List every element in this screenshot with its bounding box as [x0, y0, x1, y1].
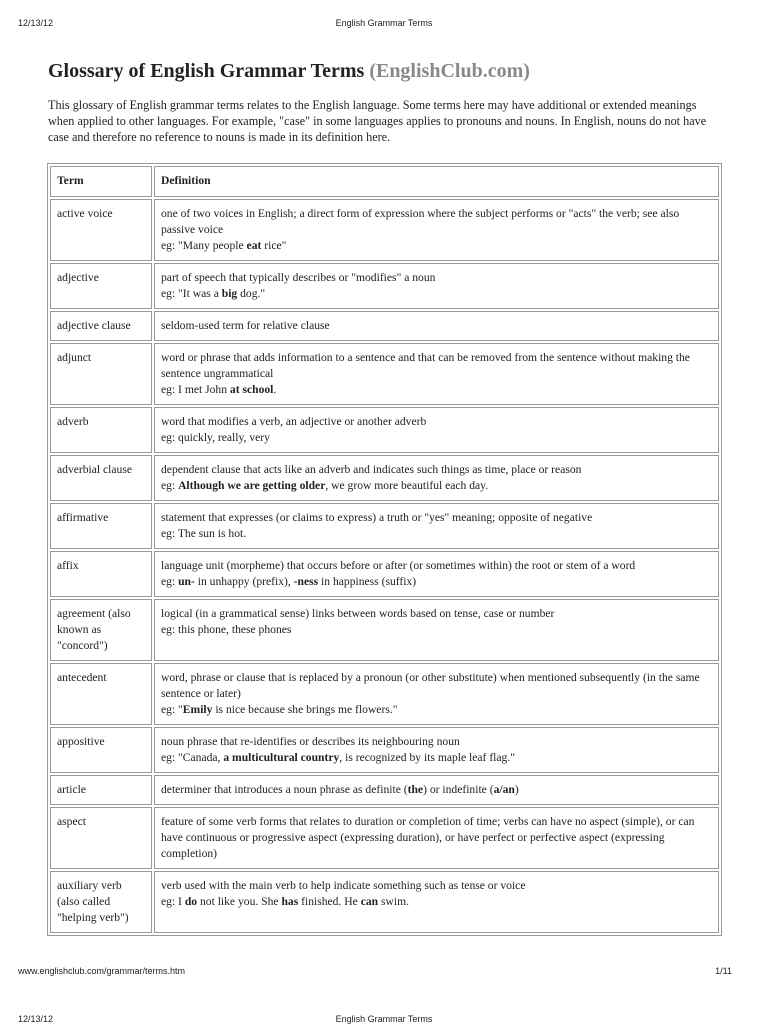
next-print-date: 12/13/12	[18, 1014, 54, 1024]
definition-text: , we grow more beautiful each day.	[325, 479, 489, 492]
table-header-row	[50, 166, 719, 197]
definition-cell	[154, 311, 719, 341]
title-main: Glossary of English Grammar Terms	[48, 60, 365, 82]
definition-text: in happiness (suffix)	[318, 575, 417, 588]
column-header-definition: Definition	[154, 166, 719, 197]
bold-example-text: can	[360, 895, 379, 908]
definition-line	[161, 238, 712, 254]
page-cut-mask	[0, 947, 768, 967]
definition-text: feature of some verb forms that relates to duration or completion of time; verbs can have no aspect (simple), or can have continuous or progressive aspect (expressing duration), or have perfect or perfective aspect (expressing completion)	[161, 815, 695, 860]
bold-example-text: Emily	[182, 703, 213, 716]
table-row	[50, 503, 719, 549]
definition-text: finished. He	[298, 895, 361, 908]
definition-line	[161, 206, 712, 238]
table-row	[50, 663, 719, 725]
definition-text: part of speech that typically describes or "modifies" a noun	[161, 271, 436, 284]
definition-line	[161, 510, 712, 526]
term-cell: adjunct	[50, 343, 152, 405]
definition-text: eg: this phone, these phones	[161, 623, 292, 636]
definition-line	[161, 574, 712, 590]
bold-example-text: a multicultural country	[223, 751, 340, 764]
definition-text: ) or indefinite (	[423, 783, 494, 796]
definition-line	[161, 670, 712, 702]
definition-cell	[154, 455, 719, 501]
definition-line	[161, 702, 712, 718]
definition-cell	[154, 807, 719, 869]
intro-paragraph: This glossary of English grammar terms relates to the English language. Some terms here may have additional or extended meanings when applied to other languages. For example, "case" in some languages applies to pronouns and nouns. In English, nouns do not have case and therefore no reference to nouns is made in its definition here.	[48, 98, 707, 144]
definition-cell	[154, 599, 719, 661]
definition-text: not like you. She	[197, 895, 282, 908]
definition-line	[161, 558, 712, 574]
definition-cell	[154, 343, 719, 405]
next-print-title: English Grammar Terms	[335, 1014, 433, 1024]
definition-text: eg: "Many people	[161, 239, 247, 252]
definition-text: eg: I	[161, 895, 185, 908]
term-cell: aspect	[50, 807, 152, 869]
next-page-header	[0, 1014, 768, 1028]
print-footer	[0, 966, 768, 980]
definition-text: seldom-used term for relative clause	[161, 319, 330, 332]
definition-text: eg: "	[161, 703, 183, 716]
table-row	[50, 343, 719, 405]
definition-text: eg: "Canada,	[161, 751, 224, 764]
table-row	[50, 263, 719, 309]
table-row	[50, 311, 719, 341]
definition-line	[161, 782, 712, 798]
table-row	[50, 727, 719, 773]
definition-cell	[154, 775, 719, 805]
definition-line	[161, 462, 712, 478]
definition-cell	[154, 199, 719, 261]
definition-text: eg:	[161, 479, 179, 492]
table-row	[50, 455, 719, 501]
term-cell: adverb	[50, 407, 152, 453]
bold-example-text: Although we are getting older	[178, 479, 326, 492]
term-cell: adjective clause	[50, 311, 152, 341]
definition-cell	[154, 503, 719, 549]
definition-text: language unit (morpheme) that occurs before or after (or sometimes within) the root or stem of a word	[161, 559, 636, 572]
definition-line	[161, 270, 712, 286]
definition-line	[161, 382, 712, 398]
definition-line	[161, 350, 712, 382]
glossary-body	[50, 199, 719, 933]
definition-cell	[154, 727, 719, 773]
definition-cell	[154, 871, 719, 933]
definition-text: eg: "It was a	[161, 287, 222, 300]
footer-url: www.englishclub.com/grammar/terms.htm	[18, 966, 186, 976]
definition-line	[161, 414, 712, 430]
definition-line	[161, 318, 712, 334]
term-cell: article	[50, 775, 152, 805]
term-cell: adverbial clause	[50, 455, 152, 501]
definition-line	[161, 622, 712, 638]
definition-text: one of two voices in English; a direct form of expression where the subject performs or "acts" the verb; see also passive voice	[161, 207, 680, 236]
glossary-table	[47, 163, 722, 936]
definition-text: is nice because she brings me flowers."	[212, 703, 398, 716]
definition-text: noun phrase that re-identifies or describes its neighbouring noun	[161, 735, 460, 748]
title-site: (EnglishClub.com)	[369, 60, 530, 82]
definition-line	[161, 734, 712, 750]
definition-text: word, phrase or clause that is replaced by a pronoun (or other substitute) when mentioned subsequently (in the same sentence or later)	[161, 671, 700, 700]
table-row	[50, 599, 719, 661]
page-title	[48, 60, 530, 83]
definition-line	[161, 478, 712, 494]
table-row	[50, 775, 719, 805]
definition-text: eg: I met John	[161, 383, 230, 396]
definition-line	[161, 526, 712, 542]
table-row	[50, 199, 719, 261]
term-cell: adjective	[50, 263, 152, 309]
definition-cell	[154, 551, 719, 597]
bold-example-text: has	[281, 895, 299, 908]
page-number: 1/11	[715, 966, 732, 976]
definition-text: word that modifies a verb, an adjective or another adverb	[161, 415, 427, 428]
print-title: English Grammar Terms	[335, 18, 433, 28]
term-cell: appositive	[50, 727, 152, 773]
definition-text: eg: quickly, really, very	[161, 431, 270, 444]
definition-text: .	[273, 383, 277, 396]
term-cell: antecedent	[50, 663, 152, 725]
table-row	[50, 871, 719, 933]
term-cell: affirmative	[50, 503, 152, 549]
bold-example-text: do	[184, 895, 198, 908]
definition-line	[161, 894, 712, 910]
definition-text: dependent clause that acts like an adverb and indicates such things as time, place or reason	[161, 463, 582, 476]
definition-text: rice"	[261, 239, 287, 252]
definition-cell	[154, 263, 719, 309]
definition-text: statement that expresses (or claims to express) a truth or "yes" meaning; opposite of negative	[161, 511, 593, 524]
definition-text: )	[514, 783, 519, 796]
definition-text: eg: The sun is hot.	[161, 527, 247, 540]
definition-cell	[154, 663, 719, 725]
table-row	[50, 407, 719, 453]
definition-text: in unhappy (prefix),	[194, 575, 294, 588]
definition-text: eg:	[161, 575, 179, 588]
definition-text: verb used with the main verb to help indicate something such as tense or voice	[161, 879, 526, 892]
definition-line	[161, 430, 712, 446]
definition-cell	[154, 407, 719, 453]
term-cell: active voice	[50, 199, 152, 261]
table-row	[50, 551, 719, 597]
bold-example-text: un-	[178, 575, 195, 588]
print-date: 12/13/12	[18, 18, 54, 28]
definition-line	[161, 606, 712, 622]
bold-example-text: eat	[246, 239, 262, 252]
term-cell: agreement (also known as "concord")	[50, 599, 152, 661]
bold-example-text: -ness	[293, 575, 319, 588]
table-row	[50, 807, 719, 869]
definition-text: word or phrase that adds information to a sentence and that can be removed from the sentence without making the sentence ungrammatical	[161, 351, 690, 380]
term-cell: auxiliary verb (also called "helping verb")	[50, 871, 152, 933]
definition-text: , is recognized by its maple leaf flag."	[339, 751, 515, 764]
column-header-term: Term	[50, 166, 152, 197]
definition-text: dog."	[237, 287, 266, 300]
definition-line	[161, 286, 712, 302]
bold-example-text: the	[407, 783, 424, 796]
definition-line	[161, 814, 712, 862]
bold-example-text: big	[221, 287, 238, 300]
definition-line	[161, 878, 712, 894]
definition-text: swim.	[378, 895, 409, 908]
definition-line	[161, 750, 712, 766]
print-header	[0, 18, 768, 32]
definition-text: logical (in a grammatical sense) links between words based on tense, case or number	[161, 607, 555, 620]
bold-example-text: a/an	[493, 783, 515, 796]
term-cell: affix	[50, 551, 152, 597]
bold-example-text: at school	[229, 383, 274, 396]
definition-text: determiner that introduces a noun phrase as definite (	[161, 783, 408, 796]
